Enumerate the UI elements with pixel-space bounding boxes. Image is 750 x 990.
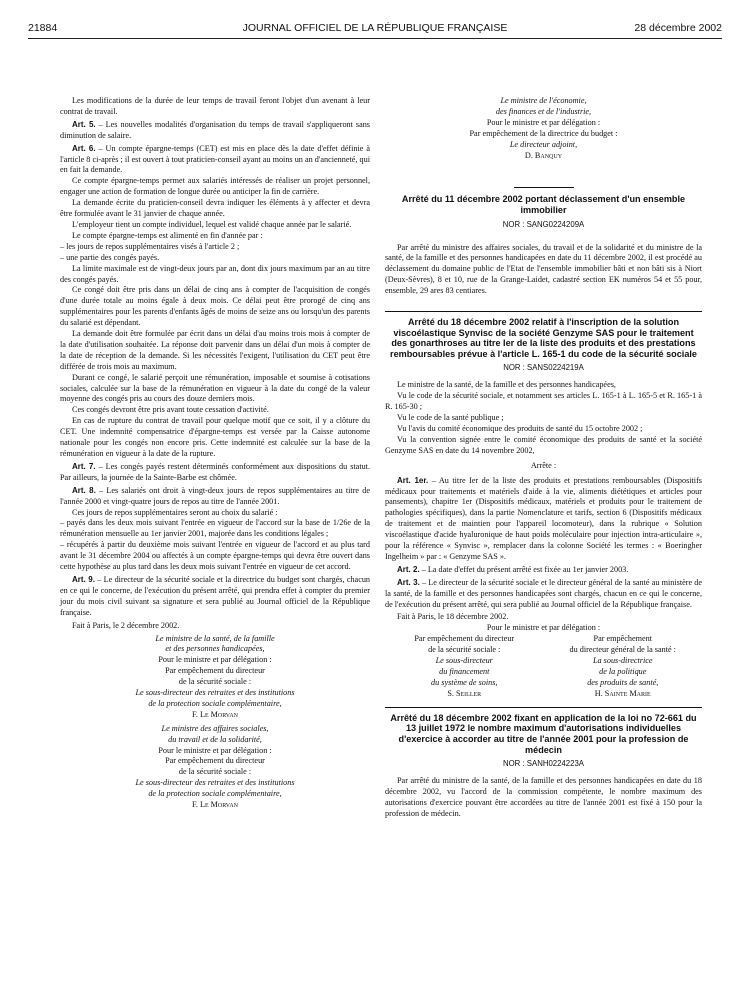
article-6	[60, 144, 370, 177]
nor-reference: NOR : SANS0224219A	[503, 363, 584, 373]
article-2	[385, 565, 702, 576]
signature-line: de la sécurité sociale :	[178, 677, 252, 687]
signature-block	[60, 724, 370, 811]
journal-title: JOURNAL OFFICIEL DE LA RÉPUBLIQUE FRANÇAISE	[242, 22, 508, 34]
signature-line: La sous-directrice	[592, 656, 653, 666]
signature-block	[385, 634, 544, 699]
signature-block	[544, 634, 703, 699]
page-number: 21884	[28, 22, 58, 34]
decree-title: Arrêté du 18 décembre 2002 relatif à l'inscription de la solution viscoélastique Synvisc de la société Genzyme SAS pour le traitement des gonarthroses au titre Ier de la liste des produits et des prestations remboursables prévue à l'article L. 165-1 du code de la sécurité sociale	[390, 317, 697, 359]
paragraph: Durant ce congé, le salarié perçoit une rémunération, imposable et soumise à cotisations sociales, calculée sur la base de la rémunération en vigueur à la date du congé de la valeur moyenne des congés pris au cours des douze derniers mois.	[60, 372, 370, 404]
nor-reference: NOR : SANG0224209A	[502, 219, 585, 229]
signature-line: des produits de santé,	[587, 677, 659, 687]
signatory-name: D. Banquy	[524, 150, 563, 160]
signature-line: Le sous-directeur	[435, 656, 493, 666]
signature-line: du financement	[439, 667, 490, 676]
paragraph: L'employeur tient un compte individuel, lequel est validé chaque année par le salarié.	[72, 219, 352, 229]
article-text: – Au titre Ier de la liste des produits et prestations remboursables (Dispositifs médicaux pour traitements et matériels d'aide à la vie, aliments diététiques et articles pour pansements), chapitre 1er (Dispositifs médicaux, matériels et produits pour le traitement de pathologies spécifiques), dans la partie Nomenclature et tarifs, section 6 (Dispositifs médicaux de traitement et de maintien pour l'appareil locomoteur), dans la rubrique « Solution viscoélastique d'acide hyaluronique de haut poids moléculaire pour injection intra-articulaire », pour la référence « Synvisc », remplacer dans la colonne Société les termes : « Boeringher Ingelheim » par : « Genzyme SAS ».	[385, 475, 702, 561]
signature-line: des finances et de l'industrie,	[495, 106, 592, 116]
paragraph: Ce compte épargne-temps permet aux salariés intéressés de réaliser un projet personnel, engager une action de formation de longue durée ou anticiper la fin de carrière.	[60, 176, 370, 197]
decree-title: Arrêté du 18 décembre 2002 fixant en application de la loi no 72-661 du 13 juillet 1972 le nombre maximum d'autorisations individuelles d'exercice à accorder au titre de l'année 2001 pour la profession de médecin	[390, 712, 697, 755]
signature-line: Le sous-directeur des retraites et des institutions	[135, 688, 295, 698]
separator	[385, 707, 702, 708]
signature-line: Par empêchement du directeur	[165, 666, 265, 676]
article-text: – Les congés payés restent déterminés conformément aux dispositions du statut. Par ailleurs, la journée de la Sainte-Barbe est chômée.	[60, 461, 371, 482]
signature-line: Pour le ministre et par délégation :	[158, 745, 272, 755]
article-label: Art. 8.	[72, 485, 96, 495]
article-text: – Les nouvelles modalités d'organisation du temps de travail s'appliqueront sans diminution de salaire.	[60, 119, 370, 140]
signature-line: du directeur général de la santé :	[569, 645, 676, 655]
article-label: Art. 7.	[72, 461, 96, 471]
paragraph: La demande doit être formulée par écrit dans un délai d'au moins trois mois à compter de la date d'utilisation souhaitée. La réponse doit parvenir dans un délai d'un mois à compter de la date de réception de la demande. Si les nécessités l'exigent, l'utilisation du CET peut être différée de trois mois au maximum.	[60, 329, 370, 371]
separator	[514, 187, 574, 188]
article-9	[60, 575, 370, 619]
signature-line: Le directeur adjoint,	[509, 139, 578, 149]
article-label: Art. 6.	[72, 143, 96, 153]
signature-line: Par empêchement du directeur	[165, 756, 265, 766]
paragraph: Vu l'avis du comité économique des produits de santé du 15 octobre 2002 ;	[397, 423, 643, 433]
signatory-name: F. Le Morvan	[191, 800, 239, 810]
signature-block	[385, 96, 702, 161]
page-header	[28, 22, 722, 38]
signature-line: de la protection sociale complémentaire,	[148, 698, 282, 708]
dual-signature	[385, 634, 702, 699]
list-item: – les jours de repos supplémentaires visés à l'article 2 ;	[60, 241, 240, 251]
paragraph: Ces congés devront être pris avant toute cessation d'activité.	[72, 405, 269, 415]
done-at: Fait à Paris, le 18 décembre 2002.	[397, 612, 509, 622]
signature-block	[60, 634, 370, 721]
done-at: Fait à Paris, le 2 décembre 2002.	[72, 620, 180, 630]
paragraph: Par arrêté du ministre des affaires sociales, du travail et de la solidarité et du ministre de la santé, de la famille et des personnes handicapées en date du 11 décembre 2002, il est procédé au déclassement du domaine public de l'Etat de l'ensemble immobilier bâti et non bâti sis à Niort (Deux-Sèvres), 8 et 10, rue de la Grange-Laidet, cadastré section EK numéros 54 et 55 pour, ensemble, 29 ares 83 centiares.	[385, 242, 702, 296]
signature-line: et des personnes handicapées,	[165, 644, 265, 654]
signature-line: Le sous-directeur des retraites et des institutions	[135, 778, 295, 788]
signatory-name: F. Le Morvan	[191, 709, 239, 719]
article-text: – Le directeur de la sécurité sociale et la directrice du budget sont chargés, chacun en ce qui le concerne, de l'exécution du présent arrêté, qui prendra effet à compter du premier jour du mois civil suivant sa signature et sera publié au Journal officiel de la République française.	[60, 574, 371, 617]
article-text: – Le directeur de la sécurité sociale et le directeur général de la santé au ministère de la santé, de la famille et des personnes handicapées sont chargés, chacun en ce qui le concerne, de l'exécution du présent arrêté, qui sera publié au Journal officiel de la République française.	[385, 577, 702, 609]
signature-line: Pour le ministre et par délégation :	[158, 655, 272, 665]
signature-line: Pour le ministre et par délégation :	[486, 117, 601, 127]
paragraph: Vu la convention signée entre le comité économique des produits de santé et la société Genzyme SAS en date du 14 novembre 2002,	[385, 434, 702, 455]
paragraph: Par arrêté du ministre de la santé, de la famille et des personnes handicapées en date du 18 décembre 2002, vu l'accord de la commission compétente, le nombre maximum des autorisations d'exercice pouvant être accordées au titre de l'année 2001 est fixé à 150 pour la profession de médecin.	[385, 776, 702, 818]
list-item: – récupérés à partir du deuxième mois suivant l'entrée en vigueur de l'accord et au plus tard avant le 31 décembre 2004 ou affectés à un compte épargne-temps qui devra être ouvert dans cette hypothèse au plus tard dans les deux mois suivant l'entrée en vigueur de cet accord.	[60, 540, 370, 572]
list-item: – une partie des congés payés.	[60, 252, 160, 262]
article-label: Art. 2.	[397, 564, 420, 574]
signature-line: Par empêchement de la directrice du budget :	[469, 128, 618, 138]
signatory-name: S. Seiller	[447, 688, 482, 698]
signature-line: de la politique	[599, 667, 647, 676]
article-8	[60, 486, 370, 508]
signature-line: Le ministre de la santé, de la famille	[155, 633, 275, 643]
article-text: – La date d'effet du présent arrêté est fixée au 1er janvier 2003.	[419, 564, 629, 574]
signature-line: de la sécurité sociale :	[178, 767, 252, 777]
signature-line: Le ministre de l'économie,	[500, 96, 587, 105]
left-column	[60, 96, 370, 811]
paragraph: Les modifications de la durée de leur temps de travail feront l'objet d'un avenant à leur contrat de travail.	[60, 96, 370, 116]
signature-line: Le ministre des affaires sociales,	[161, 723, 269, 733]
article-label: Art. 3.	[397, 577, 420, 587]
paragraph: Vu le code de la santé publique ;	[397, 413, 504, 423]
article-7	[60, 462, 370, 484]
article-3	[385, 578, 702, 611]
paragraph: La demande écrite du praticien-conseil devra indiquer les éléments à y affecter et devra être formulée avant le 31 janvier de chaque année.	[60, 198, 370, 219]
signature-line: Par empêchement	[593, 634, 652, 644]
right-column	[385, 96, 702, 820]
issue-date: 28 décembre 2002	[634, 22, 722, 34]
paragraph: Vu le code de la sécurité sociale, et notamment ses articles L. 165-1 à L. 165-5 et R. 165-1 à R. 165-30 ;	[385, 391, 702, 412]
article-5	[60, 120, 370, 142]
arrete-heading: Arrête :	[530, 460, 557, 470]
signature-line: de la sécurité sociale :	[428, 645, 501, 655]
signature-line: Par empêchement du directeur	[414, 634, 515, 644]
paragraph: La limite maximale est de vingt-deux jours par an, dont dix jours maximum par an au titre des congés payés.	[60, 263, 370, 284]
article-1	[385, 476, 702, 563]
signature-line: du système de soins,	[431, 677, 498, 687]
list-item: – payés dans les deux mois suivant l'entrée en vigueur de l'accord sur la base de 1/26e de la rémunération mensuelle au 1er janvier 2001, majorée dans les conditions légales ;	[60, 518, 370, 539]
article-label: Art. 9.	[72, 574, 95, 584]
paragraph: En cas de rupture du contrat de travail pour quelque motif que ce soit, il y a clôture du CET. Une indemnité compensatrice d'épargne-temps est versée par la Caisse autonome nationale pour les congés non encore pris. Cette indemnité est calculée sur la base de la rémunération en vigueur à la date de la rupture.	[60, 416, 370, 458]
decree-title: Arrêté du 11 décembre 2002 portant déclassement d'un ensemble immobilier	[401, 194, 686, 216]
paragraph: Le ministre de la santé, de la famille et des personnes handicapées,	[397, 380, 616, 390]
article-label: Art. 5.	[72, 119, 96, 129]
article-text: – Les salariés ont droit à vingt-deux jours de repos supplémentaires au titre de l'année 2000 et vingt-quatre jours de repos au titre de l'année 2001.	[60, 485, 370, 506]
header-rule	[28, 38, 722, 39]
nor-reference: NOR : SANH0224223A	[502, 759, 585, 769]
article-label: Art. 1er.	[397, 475, 429, 485]
paragraph: Le compte épargne-temps est alimenté en fin d'année par :	[72, 230, 263, 240]
signature-line: du travail et de la solidarité,	[168, 734, 262, 744]
signature-line: Pour le ministre et par délégation :	[486, 623, 601, 633]
separator	[385, 311, 702, 312]
signatory-name: H. Sainte Marie	[594, 688, 651, 698]
paragraph: Ce congé doit être pris dans un délai de cinq ans à compter de l'acquisition de congés d'une durée totale au moins égale à deux mois. Ce délai peut être prorogé de cinq ans supplémentaires pour les parents d'enfants âgés de moins de seize ans ou lorsqu'un des parents du salarié est dépendant.	[60, 285, 370, 328]
article-text: – Un compte épargne-temps (CET) est mis en place dès la date d'effet définie à l'article 8 ci-après ; il est ouvert à tout praticien-conseil ayant au moins un an d'ancienneté, qui en fait la demande.	[60, 143, 371, 175]
paragraph: Ces jours de repos supplémentaires seront au choix du salarié :	[72, 507, 278, 517]
signature-line: de la protection sociale complémentaire,	[148, 789, 282, 799]
